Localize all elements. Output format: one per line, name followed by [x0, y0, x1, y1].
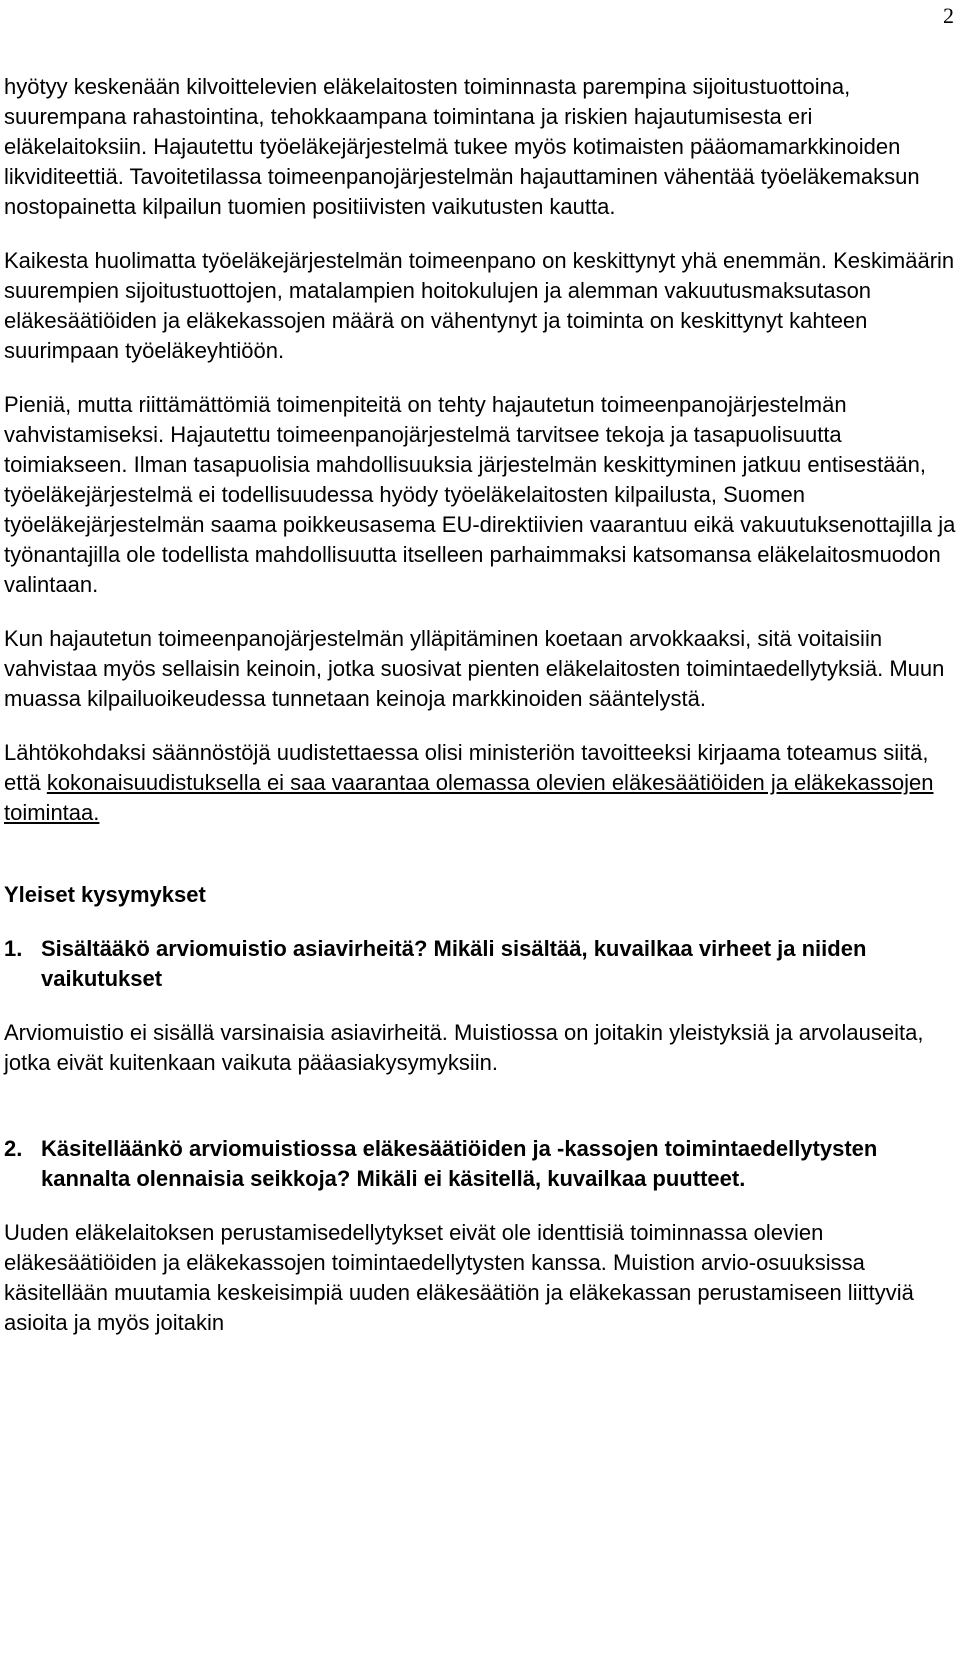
question-1-number: 1.	[4, 936, 23, 961]
answer-1: Arviomuistio ei sisällä varsinaisia asiavirheitä. Muistiossa on joitakin yleistyksiä ja arvolauseita, jotka eivät kuitenkaan vaikuta pääasiakysymyksiin.	[4, 1020, 924, 1075]
answer-2: Uuden eläkelaitoksen perustamisedellytykset eivät ole identtisiä toiminnassa olevien eläkesäätiöiden ja eläkekassojen toimintaedellytysten kanssa. Muistion arvio-osuuksissa käsitellään muutamia keskeisimpiä uuden eläkesäätiön ja eläkekassan perustamiseen liittyviä asioita ja myös joitakin	[4, 1220, 914, 1335]
paragraph-1: hyötyy keskenään kilvoittelevien eläkelaitosten toiminnasta parempina sijoitustuottoina, suurempana rahastointina, tehokkaampana toimintana ja riskien hajautumisesta eri eläkelaitoksiin. Hajautettu työeläkejärjestelmä tukee myös kotimaisten pääomamarkkinoiden likviditeettiä. Tavoitetilassa toimeenpanojärjestelmän hajauttaminen vähentää työeläkemaksun nostopainetta kilpailun tuomien positiivisten vaikutusten kautta.	[4, 74, 920, 219]
question-2-text: Käsitelläänkö arviomuistiossa eläkesäätiöiden ja -kassojen toimintaedellytysten kannalta olennaisia seikkoja? Mikäli ei käsitellä, kuvailkaa puutteet.	[41, 1136, 878, 1191]
paragraph-4: Kun hajautetun toimeenpanojärjestelmän ylläpitäminen koetaan arvokkaaksi, sitä voitaisiin vahvistaa myös sellaisin keinoin, jotka suosivat pienten eläkelaitosten toimintaedellytyksiä. Muun muassa kilpailuoikeudessa tunnetaan keinoja markkinoiden sääntelystä.	[4, 626, 945, 711]
question-1	[4, 934, 956, 994]
question-2	[4, 1134, 956, 1194]
page-number: 2	[943, 3, 954, 28]
paragraph-5-plain: Lähtökohdaksi säännöstöjä uudistettaessa olisi ministeriön tavoitteeksi kirjaama toteamus siitä, että	[4, 740, 929, 795]
question-2-number: 2.	[4, 1136, 23, 1161]
question-1-text: Sisältääkö arviomuistio asiavirheitä? Mikäli sisältää, kuvailkaa virheet ja niiden vaikutukset	[41, 936, 867, 991]
section-heading: Yleiset kysymykset	[4, 882, 206, 907]
paragraph-3: Pieniä, mutta riittämättömiä toimenpiteitä on tehty hajautetun toimeenpanojärjestelmän vahvistamiseksi. Hajautettu toimeenpanojärjestelmä tarvitsee tekoja ja tasapuolisuutta toimiakseen. Ilman tasapuolisia mahdollisuuksia järjestelmän keskittyminen jatkuu entisestään, työeläkejärjestelmä ei todellisuudessa hyödy työeläkelaitosten kilpailusta, Suomen työeläkejärjestelmän saama poikkeusasema EU-direktiivien vaarantuu eikä vakuutuksenottajilla ja työnantajilla ole todellista mahdollisuutta itselleen parhaimmaksi katsomansa eläkelaitosmuodon valintaan.	[4, 392, 956, 597]
paragraph-2: Kaikesta huolimatta työeläkejärjestelmän toimeenpano on keskittynyt yhä enemmän. Keskimäärin suurempien sijoitustuottojen, matalampien hoitokulujen ja alemman vakuutusmaksutason eläkesäätiöiden ja eläkekassojen määrä on vähentynyt ja toiminta on keskittynyt kahteen suurimpaan työeläkeyhtiöön.	[4, 248, 955, 363]
document-body	[4, 72, 956, 1338]
paragraph-5	[4, 738, 956, 828]
paragraph-5-underlined: kokonaisuudistuksella ei saa vaarantaa olemassa olevien eläkesäätiöiden ja eläkekassojen toimintaa.	[4, 770, 934, 825]
